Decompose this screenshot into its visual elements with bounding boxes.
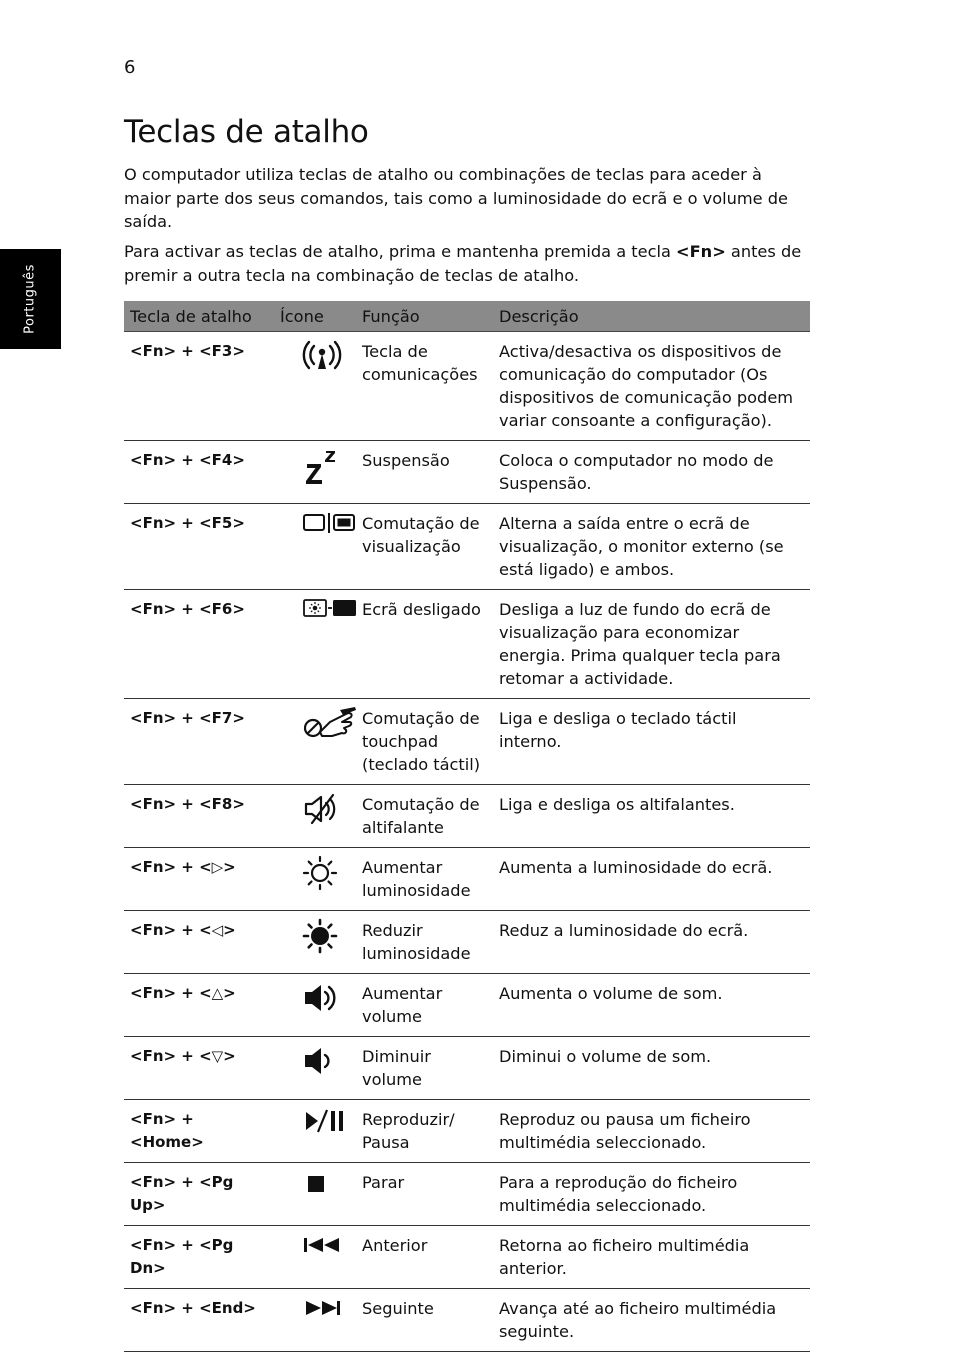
intro-paragraph-1: O computador utiliza teclas de atalho ou combinações de teclas para aceder à maior parte dos seus comandos, tais como a luminosidade do ecrã e o volume de saída. bbox=[124, 165, 788, 231]
volume-up-icon bbox=[302, 981, 340, 1015]
table-header-row bbox=[124, 301, 810, 332]
table-row bbox=[124, 785, 810, 848]
hotkey-cell: <Fn> + <Home> bbox=[124, 1100, 274, 1163]
function-cell: Ecrã desligado bbox=[356, 590, 493, 699]
description-cell: Liga e desliga o teclado táctil interno. bbox=[493, 699, 810, 785]
brightness-up-icon bbox=[302, 855, 338, 891]
description-cell: Para a reprodução do ficheiro multimédia seleccionado. bbox=[493, 1163, 810, 1226]
page-number: 6 bbox=[124, 57, 136, 78]
description-cell: Desliga a luz de fundo do ecrã de visualização para economizar energia. Prima qualquer tecla para retomar a actividade. bbox=[493, 590, 810, 699]
description-cell: Aumenta o volume de som. bbox=[493, 974, 810, 1037]
header-hotkey: Tecla de atalho bbox=[124, 301, 274, 332]
volume-down-icon bbox=[302, 1044, 340, 1078]
intro-text-before: Para activar as teclas de atalho, prima e mantenha premida a tecla bbox=[124, 242, 677, 261]
function-cell: Comutação de visualização bbox=[356, 504, 493, 590]
next-icon bbox=[302, 1296, 344, 1320]
hotkeys-table bbox=[124, 301, 810, 1352]
description-cell: Aumenta a luminosidade do ecrã. bbox=[493, 848, 810, 911]
touchpad-toggle-icon bbox=[302, 706, 358, 742]
function-cell: Comutação de touchpad (teclado táctil) bbox=[356, 699, 493, 785]
language-label: Português bbox=[22, 264, 38, 334]
hotkey-cell: <Fn> + <F6> bbox=[124, 590, 274, 699]
table-row bbox=[124, 590, 810, 699]
function-cell: Aumentar volume bbox=[356, 974, 493, 1037]
hotkey-cell: <Fn> + <Pg Dn> bbox=[124, 1226, 274, 1289]
display-toggle-icon bbox=[302, 511, 356, 535]
description-cell: Liga e desliga os altifalantes. bbox=[493, 785, 810, 848]
screen-off-icon bbox=[302, 597, 358, 619]
description-cell: Diminui o volume de som. bbox=[493, 1037, 810, 1100]
table-row bbox=[124, 332, 810, 441]
header-description: Descrição bbox=[493, 301, 810, 332]
table-row bbox=[124, 848, 810, 911]
description-cell: Activa/desactiva os dispositivos de comunicação do computador (Os dispositivos de comunicação podem variar consoante a configuração). bbox=[493, 332, 810, 441]
table-row bbox=[124, 1037, 810, 1100]
function-cell: Reduzir luminosidade bbox=[356, 911, 493, 974]
function-cell: Comutação de altifalante bbox=[356, 785, 493, 848]
previous-icon bbox=[302, 1233, 344, 1257]
table-row bbox=[124, 911, 810, 974]
description-cell: Reduz a luminosidade do ecrã. bbox=[493, 911, 810, 974]
function-cell: Diminuir volume bbox=[356, 1037, 493, 1100]
table-row bbox=[124, 699, 810, 785]
hotkey-cell: <Fn> + <◁> bbox=[124, 911, 274, 974]
brightness-down-icon bbox=[302, 918, 338, 954]
description-cell: Reproduz ou pausa um ficheiro multimédia seleccionado. bbox=[493, 1100, 810, 1163]
function-cell: Tecla de comunicações bbox=[356, 332, 493, 441]
function-cell: Reproduzir/ Pausa bbox=[356, 1100, 493, 1163]
header-icon: Ícone bbox=[274, 301, 356, 332]
hotkey-cell: <Fn> + <F4> bbox=[124, 441, 274, 504]
table-row bbox=[124, 504, 810, 590]
page-title: Teclas de atalho bbox=[124, 114, 369, 150]
stop-icon bbox=[302, 1170, 330, 1196]
function-cell: Aumentar luminosidade bbox=[356, 848, 493, 911]
intro-paragraph-2 bbox=[124, 240, 810, 287]
table-row bbox=[124, 1226, 810, 1289]
description-cell: Avança até ao ficheiro multimédia seguinte. bbox=[493, 1289, 810, 1352]
hotkey-cell: <Fn> + <F3> bbox=[124, 332, 274, 441]
table-row bbox=[124, 974, 810, 1037]
hotkey-cell: <Fn> + <F7> bbox=[124, 699, 274, 785]
description-cell: Retorna ao ficheiro multimédia anterior. bbox=[493, 1226, 810, 1289]
description-cell: Coloca o computador no modo de Suspensão. bbox=[493, 441, 810, 504]
hotkey-cell: <Fn> + <▽> bbox=[124, 1037, 274, 1100]
table-row bbox=[124, 1289, 810, 1352]
function-cell: Suspensão bbox=[356, 441, 493, 504]
table-row bbox=[124, 1100, 810, 1163]
intro-text-after: antes de premir a outra tecla na combinação de teclas de atalho. bbox=[124, 242, 802, 285]
table-row bbox=[124, 441, 810, 504]
function-cell: Parar bbox=[356, 1163, 493, 1226]
function-cell: Anterior bbox=[356, 1226, 493, 1289]
hotkey-cell: <Fn> + <△> bbox=[124, 974, 274, 1037]
function-cell: Seguinte bbox=[356, 1289, 493, 1352]
table-row bbox=[124, 1163, 810, 1226]
play-pause-icon bbox=[302, 1107, 348, 1135]
header-function: Função bbox=[356, 301, 493, 332]
hotkey-cell: <Fn> + <Pg Up> bbox=[124, 1163, 274, 1226]
hotkey-cell: <Fn> + <End> bbox=[124, 1289, 274, 1352]
description-cell: Alterna a saída entre o ecrã de visualização, o monitor externo (se está ligado) e ambos. bbox=[493, 504, 810, 590]
language-side-tab bbox=[0, 249, 61, 349]
hotkey-cell: <Fn> + <F5> bbox=[124, 504, 274, 590]
hotkey-cell: <Fn> + <F8> bbox=[124, 785, 274, 848]
hotkey-cell: <Fn> + <▷> bbox=[124, 848, 274, 911]
sleep-icon bbox=[302, 448, 342, 486]
fn-key-label: <Fn> bbox=[676, 242, 726, 261]
speaker-mute-icon bbox=[302, 792, 342, 826]
wireless-icon bbox=[302, 339, 342, 373]
